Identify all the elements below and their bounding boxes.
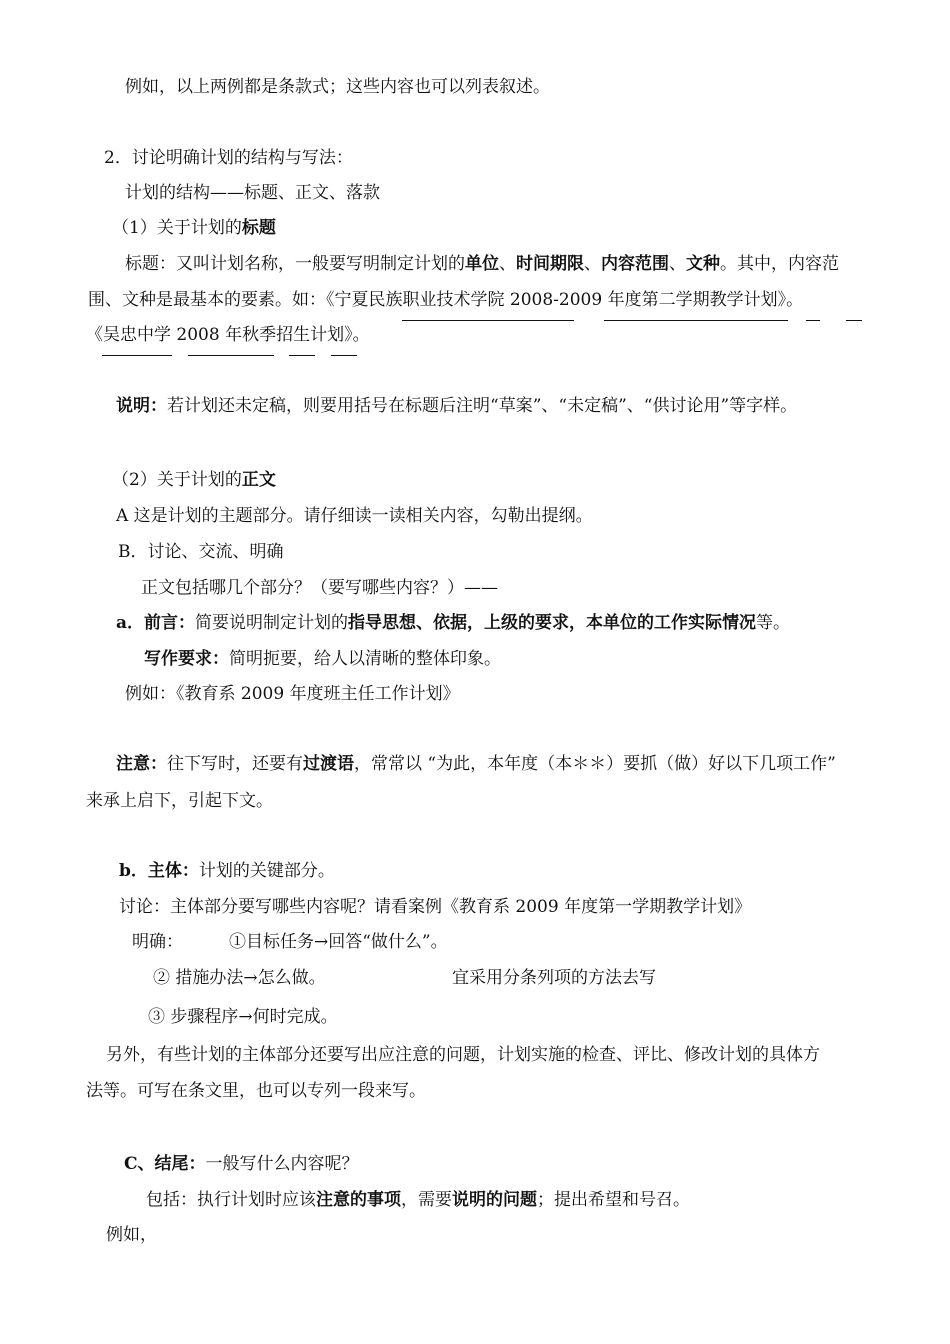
clarify-label: 明确： [132,932,183,952]
underline-rule [806,320,820,321]
attention-line: 注意：往下写时，还要有过渡语，常常以 “为此，本年度（本＊＊）要抓（做）好以下几项工作” [116,754,836,774]
preface-line: a．前言：简要说明制定计划的指导思想、依据，上级的要求，本单位的工作实际情况等。 [116,613,791,633]
ending-example-line: 例如， [106,1225,157,1245]
clarify-item-1: ①目标任务→回答“做什么”。 [229,932,448,952]
discussion-line: 讨论：主体部分要写哪些内容呢？请看案例《教育系 2009 年度第一学期教学计划》 [119,897,752,917]
title-description-line-2: 围、文种是最基本的要素。如：《宁夏民族职业技术学院 2008-2009 年度第二学期教学计划》。 [88,290,804,310]
main-body-heading: b．主体：计划的关键部分。 [119,861,335,881]
subheading-title: （1）关于计划的标题 [112,218,276,238]
writing-requirement-line: 写作要求：简明扼要，给人以清晰的整体印象。 [144,649,501,669]
preface-example-line: 例如：《教育系 2009 年度班主任工作计划》 [125,684,460,704]
item-a-line: A 这是计划的主题部分。请仔细读一读相关内容，勾勒出提纲。 [116,506,593,526]
structure-line: 计划的结构——标题、正文、落款 [125,183,380,203]
attention-line-2: 来承上启下，引起下文。 [86,791,273,811]
item-b-line: B．讨论、交流、明确 [118,542,284,562]
paragraph-example-1: 例如，以上两例都是条款式；这些内容也可以列表叙述。 [125,77,550,97]
subheading-body: （2）关于计划的正文 [112,470,276,490]
clarify-item-3: ③ 步骤程序→何时完成。 [148,1007,338,1027]
underline-rule [289,355,315,356]
additional-note-line: 另外，有些计划的主体部分还要写出应注意的问题，计划实施的检查、评比、修改计划的具体方 [106,1045,820,1065]
clarify-item-2: ② 措施办法→怎么做。 [153,968,326,988]
underline-rule [102,355,172,356]
ending-heading: C、结尾：一般写什么内容呢？ [124,1154,359,1174]
question-line: 正文包括哪几个部分？（要写哪些内容？）—— [141,578,498,598]
additional-note-line-2: 法等。可写在条文里，也可以专列一段来写。 [86,1081,426,1101]
underline-rule [604,320,788,321]
underline-rule [402,320,574,321]
clarify-note: 宜采用分条列项的方法去写 [452,968,656,988]
ending-content-line: 包括：执行计划时应该注意的事项，需要说明的问题；提出希望和号召。 [146,1190,690,1210]
underline-rule [188,355,274,356]
underline-rule [846,320,862,321]
title-description-line: 标题：又叫计划名称，一般要写明制定计划的单位、时间期限、内容范围、文种。其中，内容范 [125,254,839,274]
section-heading-2: 2．讨论明确计划的结构与写法： [104,148,353,168]
underline-rule [331,355,357,356]
title-example-line: 《吴忠中学 2008 年秋季招生计划》。 [86,325,370,345]
note-explanation: 说明：若计划还未定稿，则要用括号在标题后注明“草案”、“未定稿”、“供讨论用”等字样。 [116,396,798,416]
